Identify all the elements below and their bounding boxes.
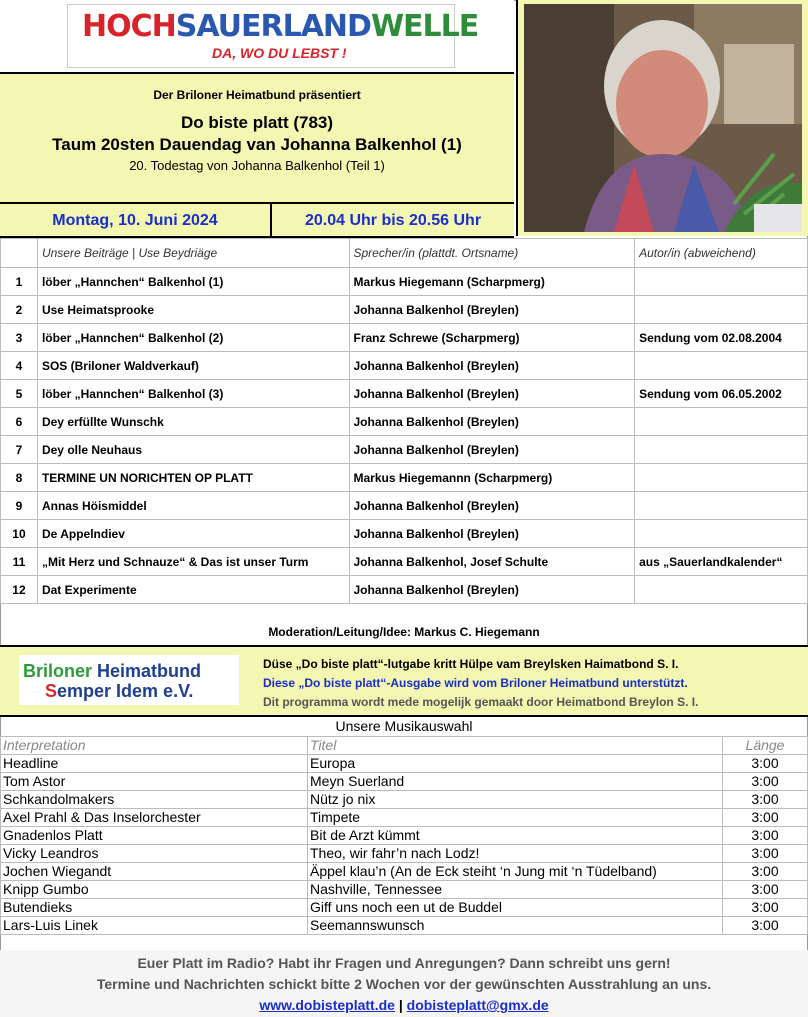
- music-title: Seemannswunsch: [308, 917, 723, 935]
- music-length: 3:00: [723, 863, 808, 881]
- program-speaker: Johanna Balkenhol (Breylen): [349, 408, 635, 436]
- program-header-row: [1, 239, 808, 268]
- music-row: [1, 899, 808, 917]
- music-title: Bit de Arzt kümmt: [308, 827, 723, 845]
- heimatbund-logo-line1a: Briloner: [23, 661, 98, 681]
- program-author: [635, 296, 808, 324]
- show-title-line1: Do biste platt (783): [180, 113, 334, 132]
- program-header-speaker: Sprecher/in (plattdt. Ortsname): [349, 239, 635, 268]
- heimatbund-logo-line1b: Heimatbund: [97, 661, 202, 681]
- program-author: Sendung vom 06.05.2002: [635, 380, 808, 408]
- logo-slogan: DA, WO DU LEBST !: [212, 45, 347, 61]
- program-speaker: Johanna Balkenhol (Breylen): [349, 576, 635, 604]
- program-title: De Appelndiev: [37, 520, 349, 548]
- program-speaker: Markus Hiegemann (Scharpmerg): [349, 268, 635, 296]
- program-num: 1: [1, 268, 38, 296]
- music-row: [1, 791, 808, 809]
- music-title: Giff uns noch een ut de Buddel: [308, 899, 723, 917]
- program-header-author: Autor/in (abweichend): [635, 239, 808, 268]
- program-row: [1, 408, 808, 436]
- program-author: Sendung vom 02.08.2004: [635, 324, 808, 352]
- music-length: 3:00: [723, 755, 808, 773]
- sponsor-text: [263, 655, 698, 712]
- radio-logo: [67, 4, 479, 68]
- program-row: [1, 492, 808, 520]
- music-header-artist: Interpretation: [1, 737, 308, 755]
- program-title: SOS (Briloner Waldverkauf): [37, 352, 349, 380]
- sponsor-section: [0, 647, 808, 717]
- heimatbund-logo-s: S: [45, 681, 58, 701]
- program-title: Dey olle Neuhaus: [37, 436, 349, 464]
- music-artist: Knipp Gumbo: [1, 881, 308, 899]
- footer-links: [0, 995, 808, 1016]
- music-length: 3:00: [723, 809, 808, 827]
- logo-title-part1: HOCH: [82, 9, 176, 44]
- moderation-credit: Moderation/Leitung/Idee: Markus C. Hiegemann: [0, 617, 808, 647]
- program-title: Annas Höismiddel: [37, 492, 349, 520]
- broadcast-time: 20.04 Uhr bis 20.56 Uhr: [304, 212, 482, 229]
- sponsor-line-platt: Düse „Do biste platt“-lutgabe kritt Hülpe vam Breylsken Haimatbond S. I.: [263, 657, 679, 671]
- program-speaker: Johanna Balkenhol (Breylen): [349, 436, 635, 464]
- program-speaker: Johanna Balkenhol (Breylen): [349, 520, 635, 548]
- footer: [0, 950, 808, 1017]
- logo-title-part3: WELLE: [370, 9, 479, 44]
- music-row: [1, 881, 808, 899]
- music-section-title: Unsere Musikauswahl: [335, 718, 473, 734]
- music-title: Äppel klau’n (An de Eck steiht ‘n Jung mit ‘n Tüdelband): [308, 863, 723, 881]
- music-row: [1, 755, 808, 773]
- heimatbund-logo-line1: [23, 661, 201, 682]
- music-row: [1, 863, 808, 881]
- website-link[interactable]: www.dobisteplatt.de: [259, 997, 395, 1013]
- music-artist: Schkandolmakers: [1, 791, 308, 809]
- program-title: Use Heimatsprooke: [37, 296, 349, 324]
- music-row: [1, 917, 808, 935]
- program-num: 10: [1, 520, 38, 548]
- program-title: TERMINE UN NORICHTEN OP PLATT: [37, 464, 349, 492]
- program-num: 4: [1, 352, 38, 380]
- sponsor-line-dutch: Dit programma wordt mede mogelijk gemaakt door Heimatbond Breylon S. I.: [263, 695, 699, 709]
- program-author: [635, 492, 808, 520]
- program-title: löber „Hannchen“ Balkenhol (2): [37, 324, 349, 352]
- sponsor-line-german: Diese „Do biste platt“-Ausgabe wird vom Briloner Heimatbund unterstützt.: [263, 676, 688, 690]
- program-speaker: Johanna Balkenhol (Breylen): [349, 296, 635, 324]
- music-length: 3:00: [723, 917, 808, 935]
- music-artist: Axel Prahl & Das Inselorchester: [1, 809, 308, 827]
- program-row: [1, 520, 808, 548]
- music-length: 3:00: [723, 791, 808, 809]
- email-link[interactable]: dobisteplatt@gmx.de: [406, 997, 549, 1013]
- music-title: Europa: [308, 755, 723, 773]
- heimatbund-logo: [19, 655, 239, 705]
- program-author: [635, 576, 808, 604]
- program-author: [635, 352, 808, 380]
- music-header-title: Titel: [308, 737, 723, 755]
- program-title: löber „Hannchen“ Balkenhol (1): [37, 268, 349, 296]
- program-speaker: Markus Hiegemannn (Scharpmerg): [349, 464, 635, 492]
- program-title: löber „Hannchen“ Balkenhol (3): [37, 380, 349, 408]
- music-artist: Butendieks: [1, 899, 308, 917]
- heimatbund-logo-line2: [45, 681, 193, 702]
- program-header-title: Unsere Beiträge | Use Beydriäge: [37, 239, 349, 268]
- show-title: [0, 112, 514, 156]
- program-speaker: Johanna Balkenhol, Josef Schulte: [349, 548, 635, 576]
- broadcast-date: Montag, 10. Juni 2024: [0, 204, 272, 236]
- program-speaker: Johanna Balkenhol (Breylen): [349, 352, 635, 380]
- broadcast-row: [0, 204, 514, 238]
- footer-link-separator: |: [394, 997, 407, 1013]
- music-length: 3:00: [723, 773, 808, 791]
- music-length: 3:00: [723, 827, 808, 845]
- program-title: „Mit Herz und Schnauze“ & Das ist unser Turm: [37, 548, 349, 576]
- music-artist: Lars-Luis Linek: [1, 917, 308, 935]
- program-speaker: Johanna Balkenhol (Breylen): [349, 492, 635, 520]
- photo-cell: [516, 0, 808, 236]
- program-num: 6: [1, 408, 38, 436]
- heimatbund-logo-line2-text: emper Idem e.V.: [57, 681, 194, 701]
- program-title: Dat Experimente: [37, 576, 349, 604]
- program-author: [635, 464, 808, 492]
- program-table: [0, 238, 808, 604]
- program-row: [1, 548, 808, 576]
- music-length: 3:00: [723, 881, 808, 899]
- logo-title: [82, 9, 478, 44]
- program-num: 11: [1, 548, 38, 576]
- program-author: aus „Sauerlandkalender“: [635, 548, 808, 576]
- program-num: 3: [1, 324, 38, 352]
- music-artist: Jochen Wiegandt: [1, 863, 308, 881]
- show-info: [0, 74, 514, 204]
- program-row: [1, 324, 808, 352]
- music-title: Theo, wir fahr’n nach Lodz!: [308, 845, 723, 863]
- music-artist: Headline: [1, 755, 308, 773]
- music-title: Nashville, Tennessee: [308, 881, 723, 899]
- presents-text: Der Briloner Heimatbund präsentiert: [153, 88, 361, 102]
- program-author: [635, 436, 808, 464]
- program-num: 7: [1, 436, 38, 464]
- portrait-photo: [524, 4, 802, 232]
- program-row: [1, 436, 808, 464]
- program-title: Dey erfüllte Wunschk: [37, 408, 349, 436]
- music-artist: Gnadenlos Platt: [1, 827, 308, 845]
- music-row: [1, 809, 808, 827]
- music-artist: Vicky Leandros: [1, 845, 308, 863]
- program-author: [635, 268, 808, 296]
- music-header-row: [1, 737, 808, 755]
- program-num: 5: [1, 380, 38, 408]
- program-num: 8: [1, 464, 38, 492]
- music-title: Timpete: [308, 809, 723, 827]
- music-length: 3:00: [723, 845, 808, 863]
- program-speaker: Franz Schrewe (Scharpmerg): [349, 324, 635, 352]
- program-num: 12: [1, 576, 38, 604]
- program-speaker: Johanna Balkenhol (Breylen): [349, 380, 635, 408]
- program-row: [1, 268, 808, 296]
- program-row: [1, 380, 808, 408]
- music-header-length: Länge: [723, 737, 808, 755]
- music-row: [1, 827, 808, 845]
- music-row: [1, 773, 808, 791]
- portrait-illustration: [524, 4, 802, 232]
- show-subtitle: 20. Todestag von Johanna Balkenhol (Teil 1): [129, 158, 385, 173]
- logo-title-part2: SAUERLAND: [175, 9, 371, 44]
- show-title-line2: Taum 20sten Dauendag van Johanna Balkenhol (1): [52, 135, 462, 154]
- program-row: [1, 296, 808, 324]
- footer-line1: Euer Platt im Radio? Habt ihr Fragen und Anregungen? Dann schreibt uns gern!: [137, 955, 671, 971]
- music-row: [1, 845, 808, 863]
- music-title: Nütz jo nix: [308, 791, 723, 809]
- music-length: 3:00: [723, 899, 808, 917]
- music-table: [0, 736, 808, 935]
- program-author: [635, 408, 808, 436]
- program-row: [1, 464, 808, 492]
- header: [0, 0, 808, 236]
- program-author: [635, 520, 808, 548]
- program-row: [1, 352, 808, 380]
- music-artist: Tom Astor: [1, 773, 308, 791]
- music-title: Meyn Suerland: [308, 773, 723, 791]
- program-num: 2: [1, 296, 38, 324]
- logo-cell: [0, 0, 514, 74]
- program-num: 9: [1, 492, 38, 520]
- footer-line2: Termine und Nachrichten schickt bitte 2 Wochen vor der gewünschten Ausstrahlung an uns.: [96, 976, 712, 992]
- program-row: [1, 576, 808, 604]
- program-header-num: [1, 239, 38, 268]
